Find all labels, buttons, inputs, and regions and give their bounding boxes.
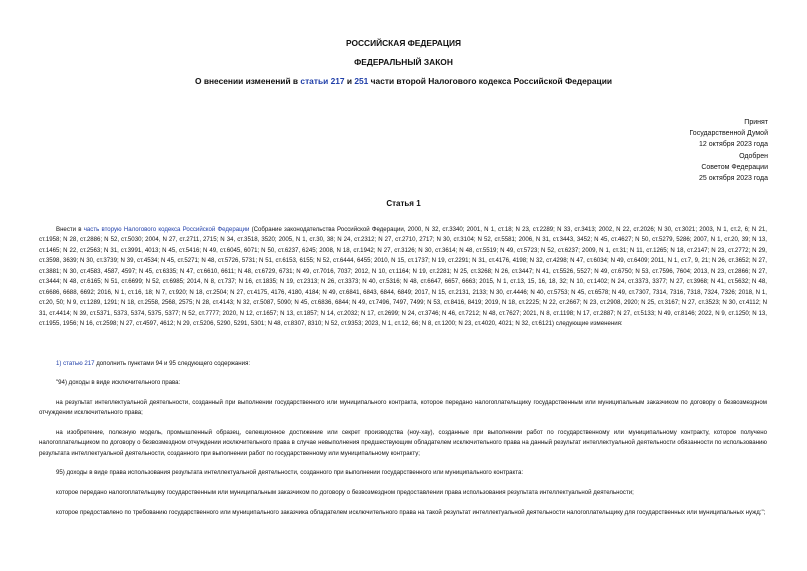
approved-label: Одобрен <box>739 152 768 160</box>
duma-name: Государственной Думой <box>689 130 768 138</box>
point-94-paragraph: "94) доходы в виде исключительного права: <box>56 379 181 386</box>
article-heading: Статья 1 <box>386 199 421 208</box>
point-95-paragraph: 95) доходы в виде права использования результата интеллектуальной деятельности, созданного при выполнении государственного или муниципального контракта: <box>56 469 524 476</box>
tax-code-part-two-link[interactable]: часть вторую Налогового кодекса Российской Федерации <box>83 226 250 233</box>
law-title-mid: и <box>344 76 355 86</box>
item-1-paragraph <box>39 359 767 369</box>
point-95-clause-b: которое предоставлено по требованию государственного или муниципального заказчика обладателем исключительного права на такой результат интеллектуальной деятельности налогоплательщику для государственных или муниципальных нужд;"; <box>56 509 766 516</box>
law-title-prefix: О внесении изменений в <box>194 76 301 86</box>
point-94-clause-a: на результат интеллектуальной деятельности, созданный при выполнении государственного или муниципального контракта, которое передано налогоплательщику государственным или муниципальным заказчиком по договору о безвозмездном отчуждении исключительного права; <box>39 399 767 417</box>
article-217-item-link[interactable]: 1) статью 217 <box>56 360 95 367</box>
council-date: 25 октября 2023 года <box>699 175 768 183</box>
article-251-link[interactable]: 251 <box>354 76 369 86</box>
point-95-clause-a: которое передано налогоплательщику государственным или муниципальным заказчиком по договору о безвозмездном предоставлении права использования результата интеллектуальной деятельности; <box>56 489 634 496</box>
law-title-suffix: части второй Налогового кодекса Российской Федерации <box>368 76 612 86</box>
point-94-clause-b: на изобретение, полезную модель, промышленный образец, селекционное достижение или секрет производства (ноу-хау), созданные при выполнении работ по государственному или муниципальному контракту, которое получено налогоплательщиком по договору о безвозмездном отчуждении исключительного права в случае невыполнения предшествующим обладателем исключительного права на данный результат интеллектуальной деятельности обязанности по использованию результата интеллектуальной деятельности, созданного при выполнении работ по государственному или муниципальному контракту; <box>39 429 767 457</box>
adoption-info <box>689 117 768 184</box>
adopted-label: Принят <box>744 119 768 126</box>
intro-rest: (Собрание законодательства Российской Федерации, 2000, N 32, ст.3340; 2001, N 1, ст.18; N 23, ст.2289; N 33, ст.3413; 2002, N 22, ст.2026; N 30, ст.3021; 2003, N 1, ст.2, 6; N 21, ст.1958; N 28, ст.2886; N 52, ст.5030; 2004, N 27, ст.2711, 2715; N 34, ст.3518, 3520; 2005, N 1, ст.30, 38; N 24, ст.2312; N 27, ст.2710, 2717; N 30, ст.3104; N 52, ст.5581; 2006, N 31, ст.3443, 3452; N 45, ст.4627; N 50, ст.5279, 5286; 2007, N 1, ст.20, 39; N 13, ст.1465; N 22, ст.2563; N 31, ст.3991, 4013; N 45, ст.5416; N 49, ст.6045, 6071; N 50, ст.6237, 6245; 2008, N 18, ст.1942; N 27, ст.3126; N 30, ст.3614; N 48, ст.5519; N 49, ст.5723; N 52, ст.6237; 2009, N 1, ст.31; N 11, ст.1265; N 18, ст.2147; N 23, ст.2772; N 29, ст.3598, 3639; N 30, ст.3739; N 39, ст.4534; N 45, ст.5271; N 48, ст.5726, 5731; N 51, ст.6153, 6155; N 52, ст.6444, 6455; 2010, N 15, ст.1737; N 19, ст.2291; N 31, ст.4176, 4198; N 32, ст.4298; N 47, ст.6034; N 49, ст.6409; 2011, N 1, ст.7, 9, 21; N 26, ст.3652; N 27, ст.3881; N 30, ст.4583, 4587, 4597; N 45, ст.6335; N 47, ст.6610, 6611; N 48, ст.6729, 6731; N 49, ст.7016, 7037; 2012, N 10, ст.1164; N 19, ст.2281; N 25, ст.3268; N 26, ст.3447; N 41, ст.5526, 5527; N 49, ст.6750; N 53, ст.7596, 7604; 2013, N 23, ст.2866; N 27, ст.3444; N 48, ст.6165; N 51, ст.6699; N 52, ст.6985; 2014, N 8, ст.737; N 16, ст.1835; N 19, ст.2313; N 26, ст.3373; N 40, ст.5316; N 48, ст.6647, 6657, 6663; 2015, N 1, ст.13, 15, 16, 18, 32; N 10, ст.1402; N 24, ст.3373, 3377; N 27, ст.3968; N 41, ст.5632; N 48, ст.6686, 6688, 6692; 2016, N 1, ст.16, 18; N 7, ст.920; N 18, ст.2504; N 27, ст.4175, 4176, 4180, 4184; N 49, ст.6841, 6843, 6844, 6849; 2017, N 15, ст.2131, 2133; N 30, ст.4446; N 40, ст.5753; N 45, ст.6578; N 49, ст.7307, 7314, 7316, 7318, 7324, 7326; 2018, N 1, ст.20, 50; N 9, ст.1289, 1291; N 18, ст.2558, 2568, 2575; N 28, ст.4143; N 32, ст.5087, 5090; N 45, ст.6836, 6844; N 49, ст.7496, 7497, 7499; N 53, ст.8416, 8419; 2019, N 18, ст.2225; N 22, ст.2667; N 23, ст.2908, 2920; N 25, ст.3167; N 27, ст.3523; N 30, ст.4112; N 31, ст.4414; N 39, ст.5371, 5373, 5374, 5375, 5377; N 52, ст.7777; 2020, N 12, ст.1657; N 13, ст.1857; N 14, ст.2032; N 17, ст.2699; N 24, ст.3746; N 46, ст.7212; N 48, ст.7627; 2021, N 8, ст.1198; N 17, ст.2887; N 27, ст.5133; N 49, ст.8146; 2022, N 9, ст.1250; N 13, ст.1955, 1956; N 16, ст.2598; N 27, ст.4597, 4612; N 29, ст.5206, 5290, 5291, 5301; N 48, ст.8307, 8310; N 52, ст.9353; 2023, N 1, ст.12, 66; N 8, ст.1200; N 23, ст.4020, 4021; N 32, ст.6121) следующие изменения: <box>39 226 768 328</box>
law-title <box>0 76 807 86</box>
article-intro-paragraph <box>39 225 767 330</box>
council-name: Советом Федерации <box>701 163 768 171</box>
intro-prefix: Внести в <box>56 226 84 233</box>
article-217-link[interactable]: статьи 217 <box>300 76 345 86</box>
federation-heading: РОССИЙСКАЯ ФЕДЕРАЦИЯ <box>345 38 462 48</box>
duma-date: 12 октября 2023 года <box>699 141 768 149</box>
law-type-heading: ФЕДЕРАЛЬНЫЙ ЗАКОН <box>354 57 453 67</box>
item-1-rest: дополнить пунктами 94 и 95 следующего содержания: <box>94 360 251 367</box>
